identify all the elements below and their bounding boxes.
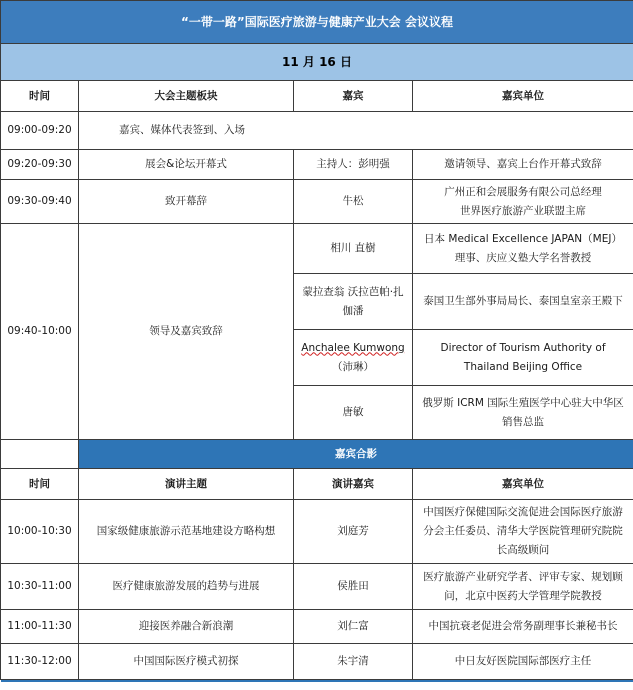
row-topic: 医疗健康旅游发展的趋势与进展 [79, 564, 294, 610]
row-topic: 嘉宾、媒体代表签到、入场 [79, 112, 633, 150]
row-time: 10:30-11:00 [1, 564, 79, 610]
row-time: 09:20-09:30 [1, 150, 79, 180]
header-time: 时间 [1, 469, 79, 500]
row-time: 09:00-09:20 [1, 112, 79, 150]
header-topic: 演讲主题 [79, 469, 294, 500]
row-guest: 蒙拉查翁 沃拉芭帕·扎 伽潘 [294, 274, 413, 330]
table-row [1, 224, 633, 274]
row-guest: 刘庭芳 [294, 500, 413, 564]
row-guest: 刘仁富 [294, 610, 413, 644]
row-time: 11:30-12:00 [1, 644, 79, 680]
table-row [1, 112, 633, 150]
row-topic: 国家级健康旅游示范基地建设方略构想 [79, 500, 294, 564]
header-guest: 嘉宾 [294, 81, 413, 112]
row-time: 09:40-10:00 [1, 224, 79, 440]
row-unit: 医疗旅游产业研究学者、评审专家、规划顾 问，北京中医药大学管理学院教授 [413, 564, 633, 610]
table-row [1, 180, 633, 224]
row-topic: 迎接医养融合新浪潮 [79, 610, 294, 644]
table-row [1, 500, 633, 564]
header-guest: 演讲嘉宾 [294, 469, 413, 500]
table-row [1, 644, 633, 680]
table-row [1, 610, 633, 644]
row-guest: 唐敏 [294, 386, 413, 440]
row-topic: 中国国际医疗模式初探 [79, 644, 294, 680]
table-row [1, 564, 633, 610]
header-unit: 嘉宾单位 [413, 81, 633, 112]
footer-band [1, 680, 633, 683]
header-unit: 嘉宾单位 [413, 469, 633, 500]
row-topic: 领导及嘉宾致辞 [79, 224, 294, 440]
row-unit: 泰国卫生部外事局局长、泰国皇室亲王殿下 [413, 274, 633, 330]
row-unit: 中日友好医院国际部医疗主任 [413, 644, 633, 680]
row-topic: 致开幕辞 [79, 180, 294, 224]
row-unit: 邀请领导、嘉宾上台作开幕式致辞 [413, 150, 633, 180]
photo-band [1, 440, 633, 469]
row-guest: 牛松 [294, 180, 413, 224]
row-guest: 相川 直樹 [294, 224, 413, 274]
agenda-date: 11 月 16 日 [1, 44, 633, 81]
band-label: 嘉宾合影 [79, 440, 633, 469]
row-guest: 朱宇清 [294, 644, 413, 680]
table-header [1, 469, 633, 500]
row-unit: 俄罗斯 ICRM 国际生殖医学中心驻大中华区 销售总监 [413, 386, 633, 440]
row-guest: 侯胜田 [294, 564, 413, 610]
row-unit: 广州正和会展服务有限公司总经理 世界医疗旅游产业联盟主席 [413, 180, 633, 224]
row-time: 10:00-10:30 [1, 500, 79, 564]
table-header [1, 81, 633, 112]
row-unit: 中国医疗保健国际交流促进会国际医疗旅游 分会主任委员、清华大学医院管理研究院院 长高级顾问 [413, 500, 633, 564]
row-unit: Director of Tourism Authority of Thailand Beijing Office [413, 330, 633, 386]
header-topic: 大会主题板块 [79, 81, 294, 112]
row-guest: Anchalee Kumwong （沛琳） [294, 330, 413, 386]
row-topic: 展会&论坛开幕式 [79, 150, 294, 180]
row-unit: 中国抗衰老促进会常务副理事长兼秘书长 [413, 610, 633, 644]
row-guest: 主持人：彭明强 [294, 150, 413, 180]
row-unit: 日本 Medical Excellence JAPAN（MEJ） 理事、庆应义塾大学名誉教授 [413, 224, 633, 274]
header-time: 时间 [1, 81, 79, 112]
table-row [1, 150, 633, 180]
row-time: 09:30-09:40 [1, 180, 79, 224]
row-time: 11:00-11:30 [1, 610, 79, 644]
agenda-title: “一带一路”国际医疗旅游与健康产业大会 会议议程 [1, 1, 633, 44]
